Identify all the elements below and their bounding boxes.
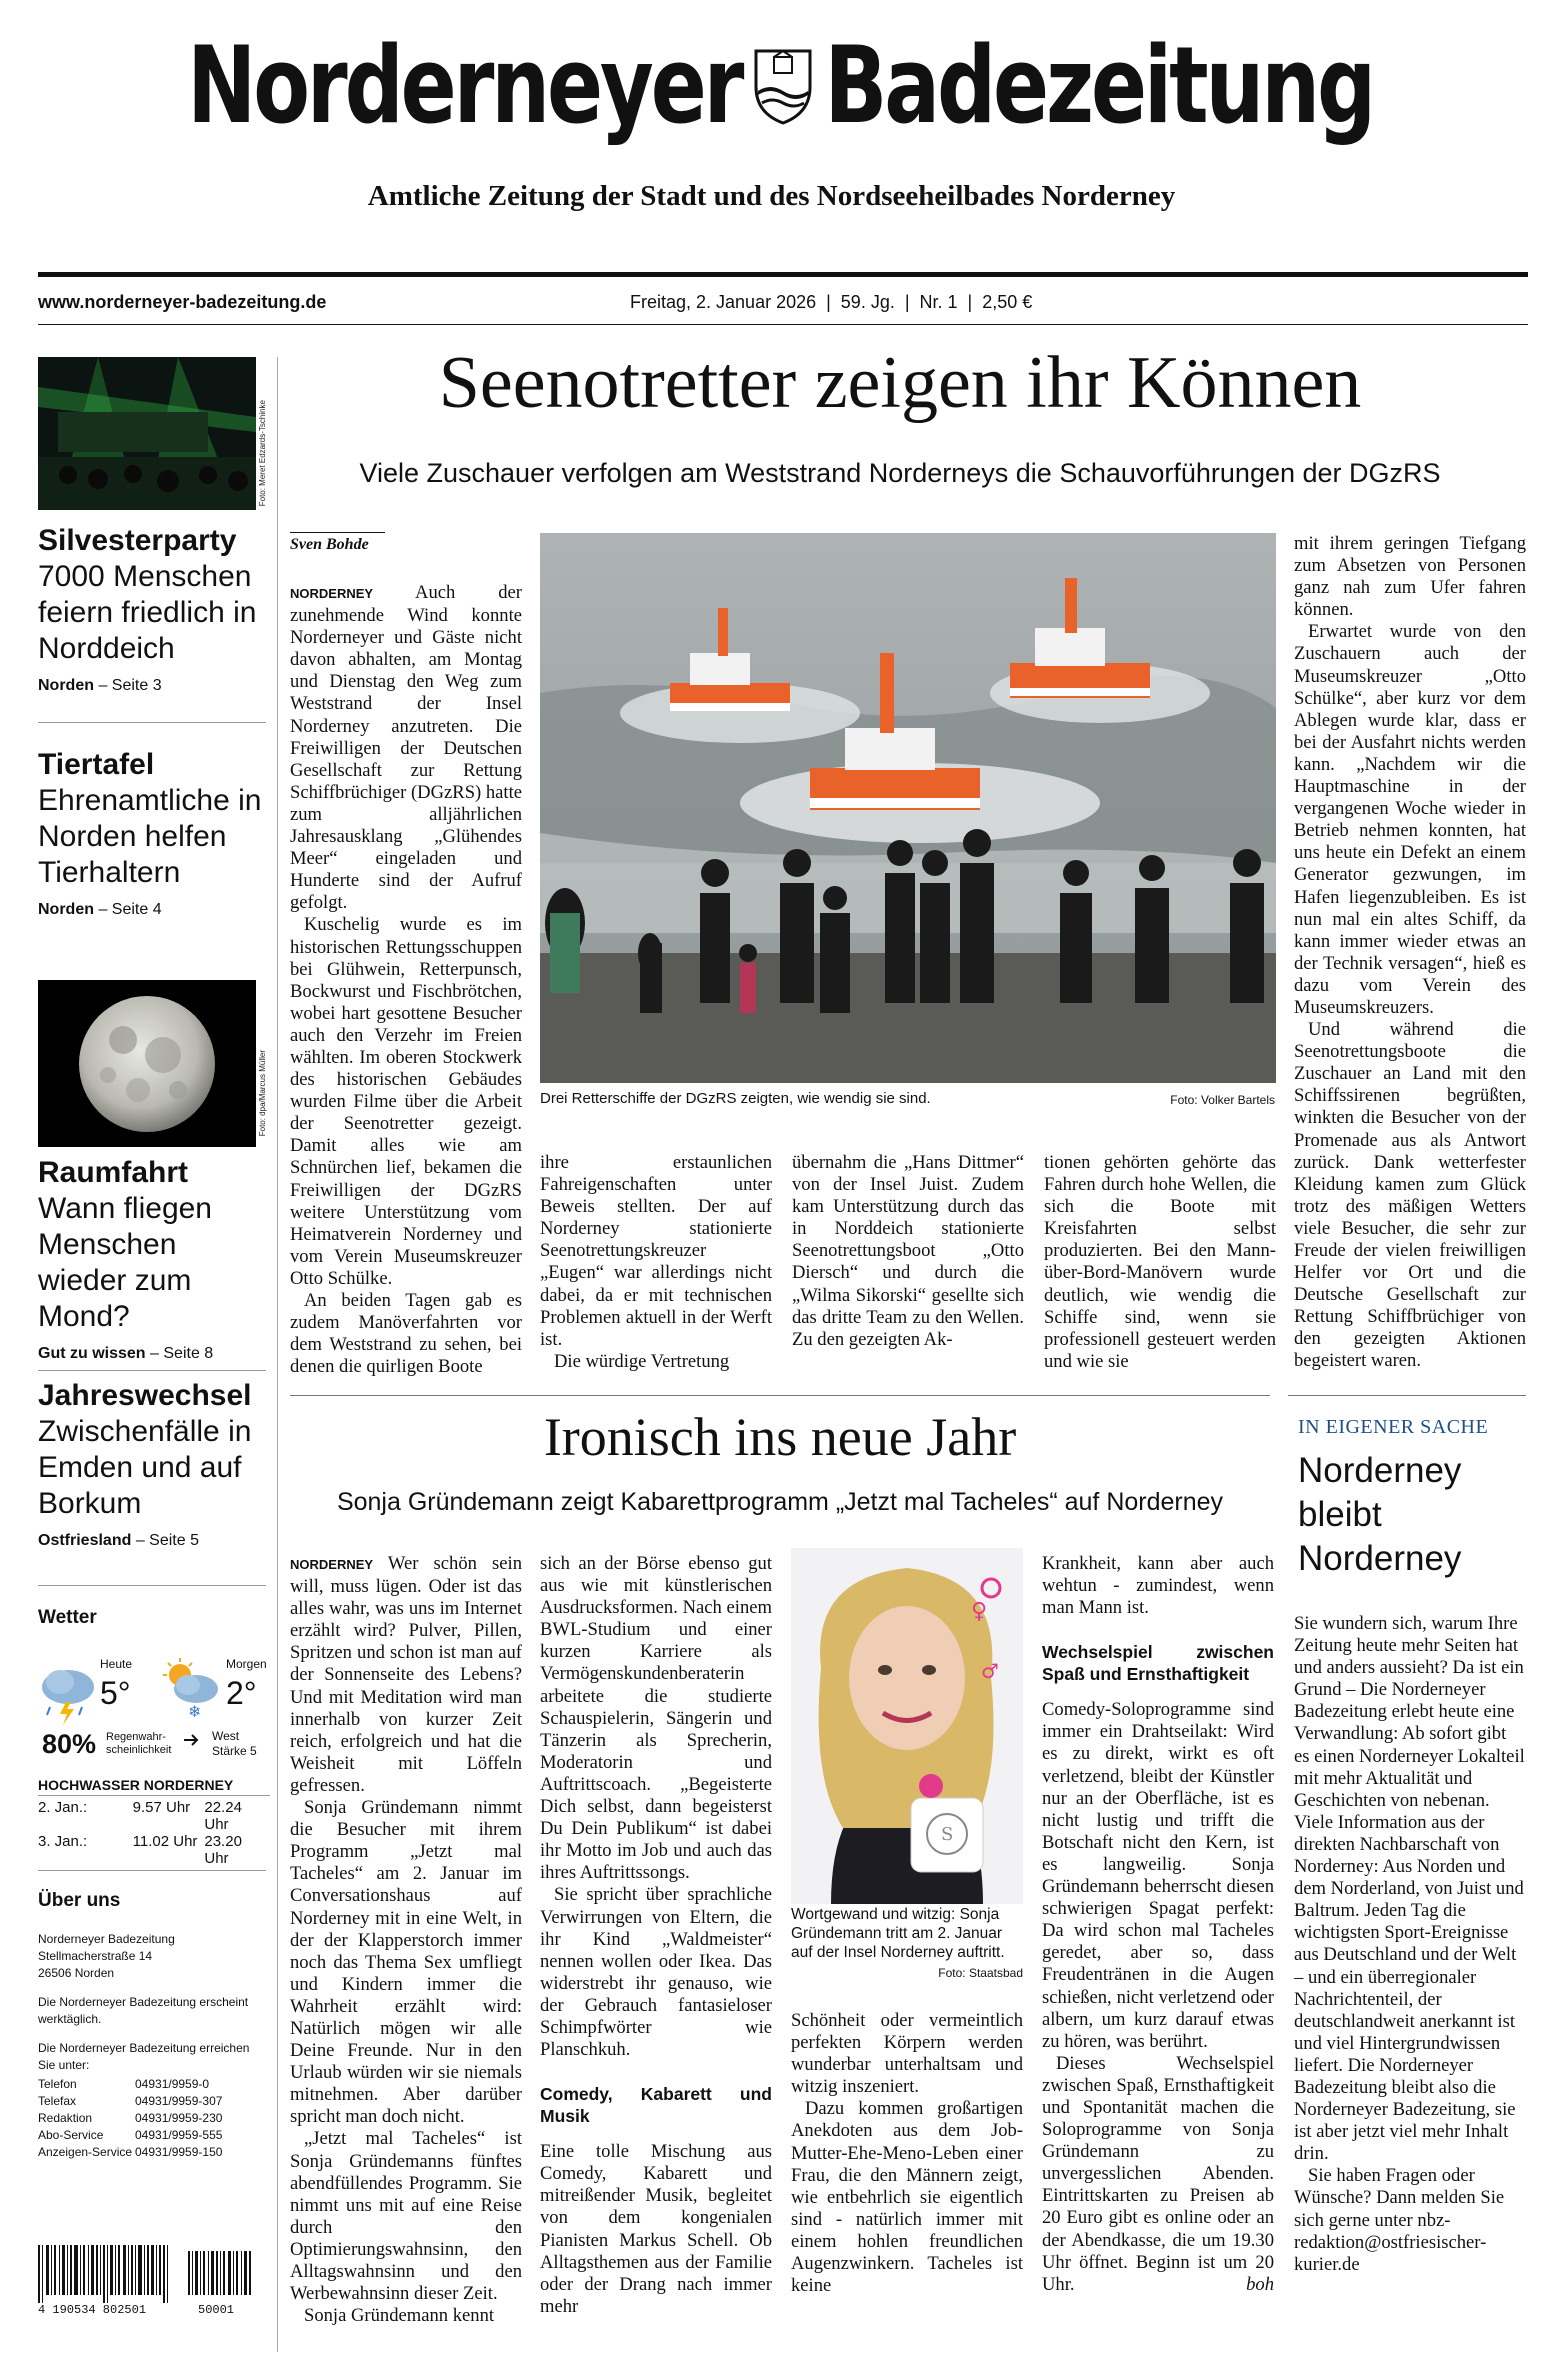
paragraph: tionen gehörten gehörte das Fahren durch hohe Wellen, die sich die Boote mit Kreisfahrten selbst produzierten. Bei den Mann-über-Bord-Manövern wurde deutlich, wie wendig die Schiffe sind, wenn sie professionell gesteuert werden und wie sie bbox=[1044, 1152, 1276, 1372]
weather-tomorrow-temp: 2° bbox=[226, 1675, 257, 1711]
rain-thunder-icon bbox=[38, 1662, 98, 1727]
photo-caption: Wortgewand und witzig: Sonja Gründemann tritt am 2. Januar auf der Insel Norderney auftritt. Foto: Staatsbad bbox=[791, 1905, 1023, 1983]
photo-credit: Foto: dpa/Marcus Müller bbox=[258, 1050, 267, 1137]
weather-tomorrow-label: Morgen bbox=[226, 1657, 267, 1671]
teaser-kicker: Jahreswechsel bbox=[38, 1379, 252, 1412]
paragraph: sich an der Börse ebenso gut aus wie mit künstlerischen Ausdrucksformen. Nach einem BWL-Studium und einer kurzen Karriere als Vermögenskundenberaterin arbeitete die studierte Schauspielerin, Sängerin und Tänzerin als Sprecherin, Moderatorin und Auftrittscoach. „Begeisterte Dich selbst, dann begeisterst Du Dein Publikum“ ist dabei ihr Motto im Job und auch das ihres Auftrittssongs. bbox=[540, 1553, 772, 1884]
rain-probability: 80% bbox=[42, 1729, 97, 1759]
info-bar-rule bbox=[38, 324, 1528, 325]
teaser-ref: Norden – Seite 3 bbox=[38, 677, 162, 694]
teaser-kicker: Raumfahrt bbox=[38, 1156, 189, 1189]
paragraph: NORDERNEY Auch der zunehmende Wind konnte Norderneyer und Gäste nicht davon abhalten, am Montag und Dienstag den Weg zum Weststrand der Insel Norderney anzutreten. Die Freiwilligen der Deutschen Gesellschaft zur Rettung Schiffbrüchiger (DGzRS) hatte zum alljährlichen Jahresausklang „Glühendes Meer“ eingeladen und Hunderte sind der Aufruf gefolgt. bbox=[290, 582, 523, 914]
phone-link[interactable]: 04931/9959-150 bbox=[135, 2145, 223, 2159]
dateline: NORDERNEY bbox=[290, 1557, 374, 1572]
teaser-kicker: Tiertafel bbox=[38, 748, 155, 781]
teaser-raumfahrt[interactable] bbox=[38, 1155, 270, 1363]
own-kicker: IN EIGENER SACHE bbox=[1298, 1416, 1489, 1438]
teaser-ref: Norden – Seite 4 bbox=[38, 901, 162, 918]
section-rule bbox=[290, 1395, 1270, 1396]
contact-row: Telefax 04931/9959-307 bbox=[38, 2094, 223, 2108]
divider bbox=[38, 722, 266, 723]
dateline: NORDERNEY bbox=[290, 586, 374, 601]
svg-text:♀: ♀ bbox=[971, 1599, 988, 1624]
photo-credit: Foto: Meret Edzards-Tschinke bbox=[258, 400, 267, 507]
info-bar bbox=[38, 290, 1528, 322]
paragraph: Sonja Gründemann nimmt die Besucher mit ihrem Programm „Jetzt mal Tacheles“ am 2. Januar im Conversationshaus auf Norderney mit in eine Welt, in der der Klapperstorch immer noch das Thema Sex umfliegt und Kindern immer die Wahrheit erzählt wird: Natürlich mögen wir alle Deine Freunde. Nur in den Urlaub würden wir sie niemals mitnehmen. Aber darüber spricht man doch nicht. bbox=[290, 1797, 522, 2128]
barcode-bars bbox=[38, 2245, 270, 2303]
paragraph: Die würdige Vertretung bbox=[554, 1350, 730, 1372]
teaser-headline: Wann fliegen Menschen wieder zum Mond? bbox=[38, 1192, 212, 1333]
byline-rule bbox=[290, 532, 385, 533]
subheading: Comedy, Kabarett und Musik bbox=[540, 2084, 772, 2127]
phone-link[interactable]: 04931/9959-555 bbox=[135, 2128, 223, 2142]
about-box bbox=[38, 1892, 270, 2161]
svg-text:S: S bbox=[941, 1824, 954, 1845]
second-column-1 bbox=[290, 1553, 522, 2353]
paragraph: Und während die Seenotrettungsboote die Zuschauer an Land mit den Schiffssirenen begrüßten, winkten die Besucher von der Promenade aus als Antwort zurück. Dank wetterfester Kleidung kamen zum Glück trotz des mäßigen Wetters viele Besucher, die sehr zur Freude der vielen freiwilligen Helfer vor Ort und die Deutsche Gesellschaft zur Rettung Schiffbrüchiger von den gezeigten Aktionen begeistert waren. bbox=[1294, 1019, 1526, 1372]
lead-column-5 bbox=[1294, 533, 1526, 1372]
photo-caption: Drei Retterschiffe der DGzRS zeigten, wie wendig sie sind. bbox=[540, 1090, 931, 1107]
sun-snow-icon bbox=[160, 1657, 222, 1719]
tide-box bbox=[38, 1777, 270, 1867]
coat-of-arms-icon bbox=[752, 47, 814, 125]
sidebar-divider bbox=[277, 357, 278, 2352]
photo-credit: Foto: Volker Bartels bbox=[1170, 1093, 1275, 1107]
paragraph: Sie haben Fragen oder Wünsche? Dann melden Sie sich gerne unter nbz-redaktion@ostfriesischer-kurier.de bbox=[1294, 2165, 1505, 2275]
contact-row: Telefon 04931/9959-0 bbox=[38, 2077, 210, 2091]
teaser-headline: Zwischenfälle in Emden und auf Borkum bbox=[38, 1415, 252, 1520]
paragraph: Dieses Wechselspiel zwischen Spaß, Ernsthaftigkeit und Spontanität machen die Soloprogramme von Sonja Gründemann zu unvergesslichen Abenden. Eintrittskarten zu Preisen ab 20 Euro gibt es online oder an der Abendkasse, die um 19.30 Uhr öffnet. Beginn ist um 20 Uhr. boh bbox=[1042, 2052, 1274, 2295]
second-column-2 bbox=[540, 1553, 772, 2353]
lead-deck: Viele Zuschauer verfolgen am Weststrand Norderneys die Schauvorführungen der DGzRS bbox=[359, 458, 1441, 488]
second-column-4 bbox=[1042, 1553, 1274, 2353]
paragraph: Sie wundern sich, warum Ihre Zeitung heute mehr Seiten hat und anders aussieht? Da ist ein Grund – Die Norderneyer Badezeitung erlebt heute eine Verwandlung: Ab sofort gibt es einen Norderneyer Lokalteil mit mehr Aktualität und Geschichten von nebenan. Viele Information aus der direkten Nachbarschaft von Norderney: Aus Norden und dem Norderland, von Juist und Baltrum. Jeden Tag die wichtigsten Sport-Ereignisse aus Deutschland und der Welt – und ein überregionaler Nachrichtenteil, der deutschlandweit anerkannt ist und viel Hintergrundwissen liefert. Die Norderneyer Badezeitung bleibt also die Norderneyer Badezeitung, sie ist aber jetzt viel mehr Inhalt drin. bbox=[1294, 1613, 1525, 2165]
contact-row: Redaktion 04931/9959-230 bbox=[38, 2111, 223, 2125]
phone-link[interactable]: 04931/9959-0 bbox=[135, 2077, 210, 2091]
paragraph: NORDERNEY Wer schön sein will, muss lügen. Oder ist das alles wahr, was uns im Internet erzählt wird? Pulver, Pillen, Spritzen und schon ist man auf der Sonnenseite des Lebens? Und mit Meditation wird man innerhalb von kurzer Zeit reich, erfolgreich und hat die Weisheit mit Löffeln gefressen. bbox=[290, 1553, 523, 1796]
photo-credit: Foto: Staatsbad bbox=[938, 1966, 1023, 1980]
website-link[interactable]: www.norderneyer-badezeitung.de bbox=[38, 292, 327, 312]
paragraph: An beiden Tagen gab es zudem Manöverfahrten vor dem Weststrand zu sehen, bei denen die quirligen Boote bbox=[290, 1290, 522, 1378]
lead-headline[interactable]: Seenotretter zeigen ihr Können bbox=[438, 342, 1362, 424]
moon-photo[interactable] bbox=[38, 980, 256, 1147]
teaser-headline: Ehrenamtliche in Norden helfen Tierhaltern bbox=[38, 784, 262, 889]
paragraph: Sie spricht über sprachliche Verwirrungen von Eltern, die ihr Kind „Waldmeister“ nennen wollen oder Ikea. Das widerstrebt ihr genauso, wie der Gebrauch fantasieloser Schimpfwörter wie Planschkuh. bbox=[540, 1884, 772, 2061]
phone-link[interactable]: 04931/9959-230 bbox=[135, 2111, 223, 2125]
paragraph: „Jetzt mal Tacheles“ ist Sonja Gründemanns fünftes abendfüllendes Programm. Sie nimmt uns mit auf eine Reise durch den Optimierungswahnsinn, den Alltagswahnsinn und den Werbewahnsinn dieser Zeit. bbox=[290, 2128, 522, 2305]
barcode bbox=[38, 2245, 270, 2327]
own-rule bbox=[1288, 1395, 1526, 1396]
paragraph: Comedy-Soloprogramme sind immer ein Drahtseilakt: Wird es zu direkt, wirkt es oft verletzend, bleibt der Künstler nur an der Oberfläche, ist es nicht lustig und trifft die Botschaft nicht den Kern, ist es langweilig. Sonja Gründemann beherrscht diesen schwierigen Spagat perfekt: Da wird schon mal Tacheles geredet, aber so, dass Freudentränen in die Augen schießen, nicht verletzend oder albern, um kurz darauf etwas zu hören, was berührt. bbox=[1042, 1699, 1274, 2052]
divider bbox=[38, 1585, 266, 1586]
teaser-silvesterparty[interactable] bbox=[38, 523, 270, 695]
wind-arrow-icon bbox=[182, 1731, 200, 1749]
svg-text:❄: ❄ bbox=[188, 1702, 202, 1721]
subheading: Wechselspiel zwischen Spaß und Ernsthaftigkeit bbox=[1042, 1642, 1274, 1685]
tide-row: 3. Jan.: 11.02 Uhr 23.20 Uhr bbox=[38, 1833, 242, 1867]
address-line: Stellmacherstraße 14 bbox=[38, 1949, 153, 1963]
comedian-photo[interactable] bbox=[791, 1548, 1023, 1904]
own-column bbox=[1294, 1613, 1526, 2353]
teaser-headline: 7000 Menschen feiern friedlich in Norddeich bbox=[38, 560, 257, 665]
lead-column-2 bbox=[540, 1152, 772, 1372]
paragraph: Krankheit, kann aber auch wehtun - zumindest, wenn man Mann ist. bbox=[1042, 1553, 1274, 1619]
tide-title: HOCHWASSER NORDERNEY bbox=[38, 1777, 270, 1796]
barcode-number: 4 190534 802501 bbox=[38, 2303, 147, 2317]
masthead-left-word: Norderneyer bbox=[187, 23, 742, 147]
issue-meta: Freitag, 2. Januar 2026 | 59. Jg. | Nr. 1 | 2,50 € bbox=[630, 292, 1033, 312]
divider bbox=[38, 1870, 266, 1871]
paragraph: ihre erstaunlichen Fahreigenschaften unter Beweis stellten. Der auf Norderney stationierte Seenotrettungskreuzer „Eugen“ war allerdings nicht dabei, da er mit technischen Problemen aktuell in der Werft ist. bbox=[540, 1152, 772, 1350]
lead-column-1 bbox=[290, 582, 523, 1378]
teaser-ref: Gut zu wissen – Seite 8 bbox=[38, 1345, 214, 1362]
barcode-addon: 50001 bbox=[198, 2303, 235, 2317]
rain-probability-label: Regenwahr-scheinlichkeit bbox=[106, 1731, 172, 1756]
about-title: Über uns bbox=[38, 1890, 121, 1911]
weather-box bbox=[38, 1607, 270, 1759]
paragraph: Erwartet wurde von den Zuschauern auch der Museumskreuzer „Otto Schülke“, aber kurz vor dem Ablegen wurde klar, dass er bei der Ausfahrt nichts werden kann. „Nachdem wir die Hauptmaschine in der vergangenen Woche wieder in Betrieb nehmen konnten, hat uns heute ein Defekt an einem Generator gezwungen, im Hafen liegenzubleiben. Es ist nun mal ein altes Schiff, da kann immer wieder etwas an der Technik versagen“, hieß es dazu vom Verein des Museumskreuzers. bbox=[1294, 621, 1526, 1018]
teaser-ref: Ostfriesland – Seite 5 bbox=[38, 1532, 199, 1549]
tide-row: 2. Jan.: 9.57 Uhr 22.24 Uhr bbox=[38, 1799, 242, 1833]
paragraph: Dazu kommen großartigen Anekdoten aus dem Job-Mutter-Ehe-Meno-Leben einer Frau, die den Männern zeigt, wie entbehrlich sie eigentlich sind - natürlich immer mit einem hohlen freundlichen Augenzwinkern. Tacheles ist keine bbox=[791, 2098, 1023, 2297]
teaser-kicker: Silvesterparty bbox=[38, 524, 237, 557]
own-headline[interactable]: Norderney bleibt Norderney bbox=[1298, 1451, 1462, 1578]
teaser-tiertafel[interactable] bbox=[38, 747, 270, 919]
second-deck: Sonja Gründemann zeigt Kabarettprogramm „Jetzt mal Tacheles“ auf Norderney bbox=[336, 1488, 1224, 1516]
about-note: Die Norderneyer Badezeitung erscheint werktäglich. bbox=[38, 1995, 249, 2026]
masthead-subtitle: Amtliche Zeitung der Stadt und des Nordseeheilbades Norderney bbox=[367, 180, 1176, 212]
divider bbox=[38, 1370, 266, 1371]
weather-title: Wetter bbox=[38, 1607, 97, 1628]
paragraph: übernahm die „Hans Dittmer“ von der Insel Juist. Zudem kam Unterstützung durch das in Norddeich stationierte Seenotrettungsboot „Otto Diersch“ und durch die „Wilma Sikorski“ gesellte sich das dritte Team zu den Wellen. Zu den gezeigten Ak- bbox=[792, 1152, 1024, 1350]
paragraph: Sonja Gründemann kennt bbox=[304, 2305, 495, 2327]
rescue-boats-photo[interactable] bbox=[540, 533, 1276, 1083]
second-headline[interactable]: Ironisch ins neue Jahr bbox=[543, 1407, 1017, 1467]
svg-text:♂: ♂ bbox=[981, 1659, 999, 1683]
author-sign: boh bbox=[1246, 2273, 1274, 2295]
wind-direction: West bbox=[212, 1729, 240, 1743]
paragraph: Eine tolle Mischung aus Comedy, Kabarett und mitreißender Musik, begleitet von dem kongenialen Pianisten Markus Schell. Ob Alltagsthemen aus der Familie oder der Drang nach immer mehr bbox=[540, 2141, 772, 2317]
about-reach: Die Norderneyer Badezeitung erreichen Sie unter: bbox=[38, 2041, 250, 2072]
paragraph: Kuschelig wurde es im historischen Rettungsschuppen bei Glühwein, Retterpunsch, Bockwurst und Fischbrötchen, wobei hart gesottene Besucher auch den Verzehr im Freien wählten. Im oberen Stockwerk des historischen Gebäudes wurden Filme über die Arbeit der Seenotretter gezeigt. Damit alles wie am Schnürchen lief, bekamen die Freiwilligen der DGzRS weitere Unterstützung vom Heimatverein Norderney und vom Verein Museumskreuzer Otto Schülke. bbox=[290, 914, 522, 1289]
byline: Sven Bohde bbox=[290, 536, 369, 553]
second-column-3 bbox=[791, 2010, 1023, 2353]
address-line: Norderneyer Badezeitung bbox=[38, 1932, 175, 1946]
contact-row: Anzeigen-Service 04931/9959-150 bbox=[38, 2145, 223, 2159]
lead-column-4 bbox=[1044, 1152, 1276, 1372]
lead-column-3 bbox=[792, 1152, 1024, 1352]
paragraph: Schönheit oder vermeintlich perfekten Körpern werden wunderbar unterhaltsam und witzig inszeniert. bbox=[791, 2010, 1023, 2098]
concert-photo[interactable] bbox=[38, 357, 256, 510]
masthead-right-word: Badezeitung bbox=[824, 23, 1374, 147]
teaser-jahreswechsel[interactable] bbox=[38, 1378, 270, 1550]
phone-link[interactable]: 04931/9959-307 bbox=[135, 2094, 223, 2108]
contact-row: Abo-Service 04931/9959-555 bbox=[38, 2128, 223, 2142]
weather-today-label: Heute bbox=[100, 1657, 133, 1671]
wind-strength: Stärke 5 bbox=[212, 1744, 257, 1758]
paragraph: mit ihrem geringen Tiefgang zum Absetzen von Personen ganz nah zum Ufer fahren können. bbox=[1294, 533, 1526, 621]
masthead bbox=[55, 18, 1505, 153]
weather-today-temp: 5° bbox=[100, 1675, 131, 1711]
address-line: 26506 Norden bbox=[38, 1966, 115, 1980]
masthead-rule bbox=[38, 272, 1528, 277]
